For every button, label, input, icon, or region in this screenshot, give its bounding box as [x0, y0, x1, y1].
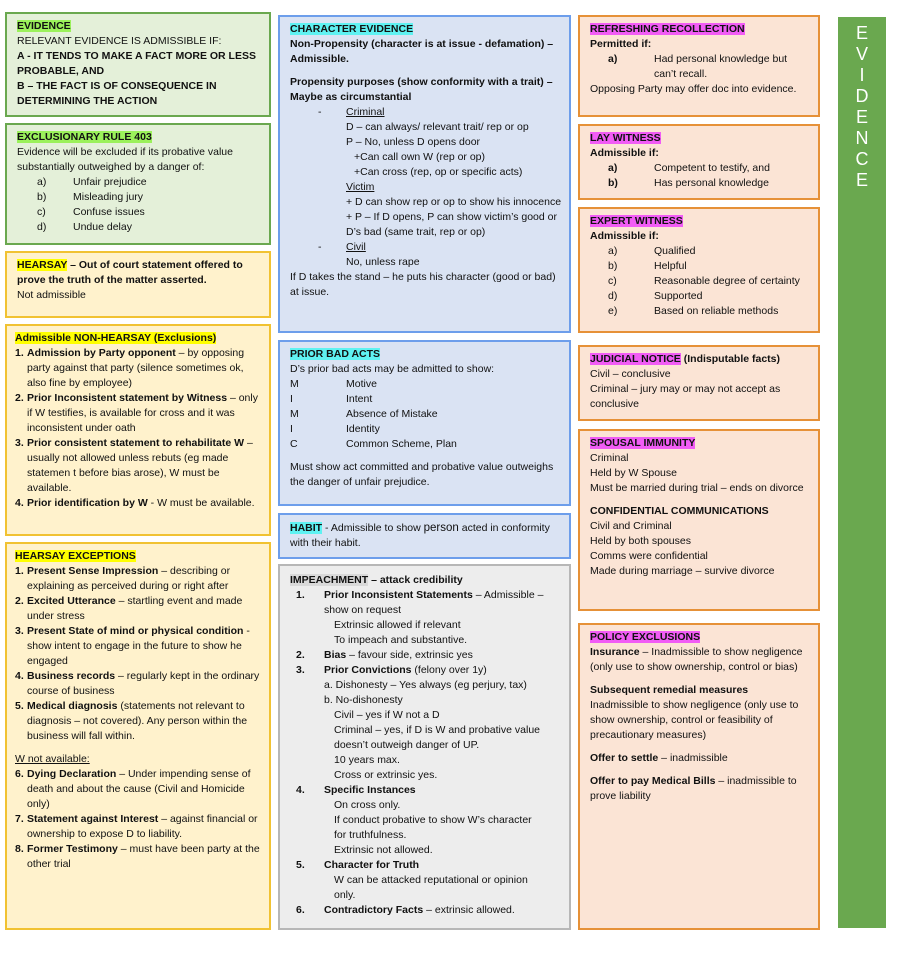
hearsay-title: HEARSAY [17, 259, 68, 271]
list-item: C Common Scheme, Plan [290, 438, 457, 450]
list-item: 1. Present Sense Impression – describing or explaining as perceived during or right after [15, 565, 231, 592]
list-item: b) Helpful [608, 260, 687, 272]
list-item: 1. Admission by Party opponent – by opposing party against that party (silence sometimes ok, also fine by employee) [15, 347, 245, 389]
character-civil: Civil [346, 241, 366, 253]
list-item: 3. Prior Convictions (felony over 1y) [296, 664, 487, 676]
list-item: a) Unfair prejudice [37, 176, 147, 188]
confidential-communications-title: CONFIDENTIAL COMMUNICATIONS [590, 505, 769, 517]
sidebar-label [838, 23, 886, 191]
priorbad-title: PRIOR BAD ACTS [290, 348, 381, 360]
list-item: c) Reasonable degree of certainty [608, 275, 800, 287]
sidebar-letter: V [855, 44, 868, 64]
policy-exclusions-box: POLICY EXCLUSIONS Insurance – Inadmissible to show negligence (only use to show ownership, control or bias) Subsequent remedial measures Inadmissible to show negligence (only use to show ownership, control or feasibility of precautionary measures) Offer to settle – inadmissible Offer to pay Medical Bills – inadmissible to prove liability [578, 623, 820, 930]
expert-title: EXPERT WITNESS [590, 215, 683, 227]
list-item: 7. Statement against Interest – against financial or ownership to expose D to liability. [15, 813, 258, 840]
refreshing-title: REFRESHING RECOLLECTION [590, 23, 745, 35]
character-evidence-box: CHARACTER EVIDENCE Non-Propensity (character is at issue - defamation) – Admissible. Propensity purposes (show conformity with a trait) – Maybe as circumstantial - Criminal D – can always/ relevant trait/ rep or op P – No, unless D opens door +Can call own W (rep or op) +Can cross (rep, op or specific acts) Victim + D can show rep or op to show his innocence + P – If D opens, P can show victim’s good or D’s bad (same trait, rep or op) - Civil No, unless rape If D takes the stand – he puts his character (good or bad) at issue. [278, 15, 571, 333]
list-item: d) Supported [608, 290, 703, 302]
exceptions-subheading: W not available: [15, 753, 90, 765]
policy-title: POLICY EXCLUSIONS [590, 631, 701, 643]
sidebar-letter: E [855, 107, 868, 127]
list-item: 8. Former Testimony – must have been party at the other trial [15, 843, 260, 870]
spousal-title: SPOUSAL IMMUNITY [590, 437, 696, 449]
list-item: M Absence of Mistake [290, 408, 438, 420]
list-item: e) Based on reliable methods [608, 305, 779, 317]
sidebar-letter: E [855, 23, 868, 43]
list-item: 5. Character for Truth [296, 859, 420, 871]
character-title: CHARACTER EVIDENCE [290, 23, 414, 35]
list-item: 2. Bias – favour side, extrinsic yes [296, 649, 473, 661]
list-item: b) Misleading jury [37, 191, 144, 203]
nonhearsay-box [5, 324, 271, 536]
nonhearsay-title: Admissible NON-HEARSAY (Exclusions) [15, 332, 217, 344]
character-criminal: Criminal [346, 106, 385, 118]
hearsay-box [5, 251, 271, 318]
rule403-title: EXCLUSIONARY RULE 403 [17, 131, 152, 143]
list-item: a) Had personal knowledge but can’t recall. [608, 53, 788, 80]
habit-box: HABIT - Admissible to show person acted in conformity with their habit. [278, 513, 571, 559]
sidebar-letter: C [855, 149, 869, 169]
list-item: 2. Excited Utterance – startling event and made under stress [15, 595, 243, 622]
rule403-text: Evidence will be excluded if its probative value substantially outweighed by a danger of: [17, 146, 233, 173]
evidence-title: EVIDENCE [17, 20, 71, 32]
list-item: 3. Prior consistent statement to rehabilitate W – usually not allowed unless rebuts (eg made statemen t before bias arose), W must be available. [15, 437, 253, 494]
sidebar-letter: E [855, 170, 868, 190]
list-item: M Motive [290, 378, 377, 390]
impeachment-box: IMPEACHMENT – attack credibility 1. Prior Inconsistent Statements – Admissible – show on request Extrinsic allowed if relevant To impeach and substantive. 2. Bias – favour side, extrinsic yes 3. Prior Convictions (felony over 1y) a. Dishonesty – Yes always (eg perjury, tax) b. No-dishonesty Civil – yes if W not a D Criminal – yes, if D is W and probative value doesn’t outweigh danger of UP. 10 years max. Cross or extrinsic yes. 4. Specific Instances On cross only. If conduct probative to show W’s character for truthfulness. Extrinsic not allowed. 5. Character for Truth W can be attacked reputational or opinion only. 6. Contradictory Facts – extrinsic allowed. [278, 564, 571, 930]
character-victim: Victim [346, 181, 375, 193]
spousal-immunity-box: SPOUSAL IMMUNITY Criminal Held by W Spouse Must be married during trial – ends on divorce CONFIDENTIAL COMMUNICATIONS Civil and Criminal Held by both spouses Comms were confidential Made during marriage – survive divorce [578, 429, 820, 611]
list-item: a) Competent to testify, and [608, 162, 770, 174]
evidence-line-3: B – THE FACT IS OF CONSEQUENCE IN DETERMINING THE ACTION [17, 80, 217, 107]
exceptions-title: HEARSAY EXCEPTIONS [15, 550, 136, 562]
list-item: a) Qualified [608, 245, 696, 257]
hearsay-exceptions-box [5, 542, 271, 930]
judicial-title: JUDICIAL NOTICE [590, 353, 681, 365]
hearsay-definition: – Out of court statement offered to prove the truth of the matter asserted. [17, 259, 243, 286]
evidence-line-2: A - IT TENDS TO MAKE A FACT MORE OR LESS PROBABLE, AND [17, 50, 256, 77]
refreshing-box: REFRESHING RECOLLECTION Permitted if: a) Had personal knowledge but can’t recall. Opposing Party may offer doc into evidence. [578, 15, 820, 117]
list-item: 4. Business records – regularly kept in the ordinary course of business [15, 670, 260, 697]
list-item: 2. Prior Inconsistent statement by Witness – only if W testifies, is available for cross and it was inconsistent under oath [15, 392, 258, 434]
prior-bad-acts-box: PRIOR BAD ACTS D’s prior bad acts may be admitted to show: M Motive I Intent M Absence of Mistake I Identity C Common Scheme, Plan Must show act committed and probative value outweighs the danger of unfair prejudice. [278, 340, 571, 506]
sidebar-letter: N [855, 128, 869, 148]
priorbad-footer: Must show act committed and probative value outweighs the danger of unfair prejudice. [290, 461, 554, 488]
list-item: 4. Specific Instances [296, 784, 416, 796]
list-item: 6. Contradictory Facts – extrinsic allowed. [296, 904, 515, 916]
list-item: 5. Medical diagnosis (statements not relevant to diagnosis – not covered). Any person within the business will fall within. [15, 700, 248, 742]
impeachment-title: IMPEACHMENT [290, 574, 369, 586]
list-item: b) Has personal knowledge [608, 177, 769, 189]
sidebar-letter: I [859, 65, 865, 85]
list-item: 4. Prior identification by W - W must be available. [15, 497, 255, 509]
character-stand: If D takes the stand – he puts his character (good or bad) at issue. [290, 271, 556, 298]
judicial-notice-box: JUDICIAL NOTICE (Indisputable facts) Civil – conclusive Criminal – jury may or may not accept as conclusive [578, 345, 820, 421]
evidence-line-1: RELEVANT EVIDENCE IS ADMISSIBLE IF: [17, 35, 222, 47]
list-item: 1. Prior Inconsistent Statements – Admissible – show on request [296, 589, 544, 616]
list-item: 3. Present State of mind or physical condition - show intent to engage in the future to show he engaged [15, 625, 250, 667]
lay-witness-box: LAY WITNESS Admissible if: a) Competent to testify, and b) Has personal knowledge [578, 124, 820, 200]
character-nonpropensity: Non-Propensity (character is at issue - defamation) – Admissible. [290, 38, 554, 65]
evidence-box [5, 12, 271, 117]
list-item: 6. Dying Declaration – Under impending sense of death and about the cause (Civil and Homicide only) [15, 768, 251, 810]
sidebar-letter: D [855, 86, 869, 106]
list-item: c) Confuse issues [37, 206, 145, 218]
list-item: I Identity [290, 423, 380, 435]
evidence-sidebar [838, 17, 886, 928]
list-item: I Intent [290, 393, 373, 405]
habit-title: HABIT [290, 522, 323, 534]
hearsay-note: Not admissible [17, 289, 86, 301]
list-item: d) Undue delay [37, 221, 132, 233]
character-propensity: Propensity purposes (show conformity with a trait) – Maybe as circumstantial [290, 76, 553, 103]
expert-witness-box: EXPERT WITNESS Admissible if: a) Qualified b) Helpful c) Reasonable degree of certainty d) Supported e) Based on reliable methods [578, 207, 820, 333]
rule403-box [5, 123, 271, 245]
lay-title: LAY WITNESS [590, 132, 661, 144]
